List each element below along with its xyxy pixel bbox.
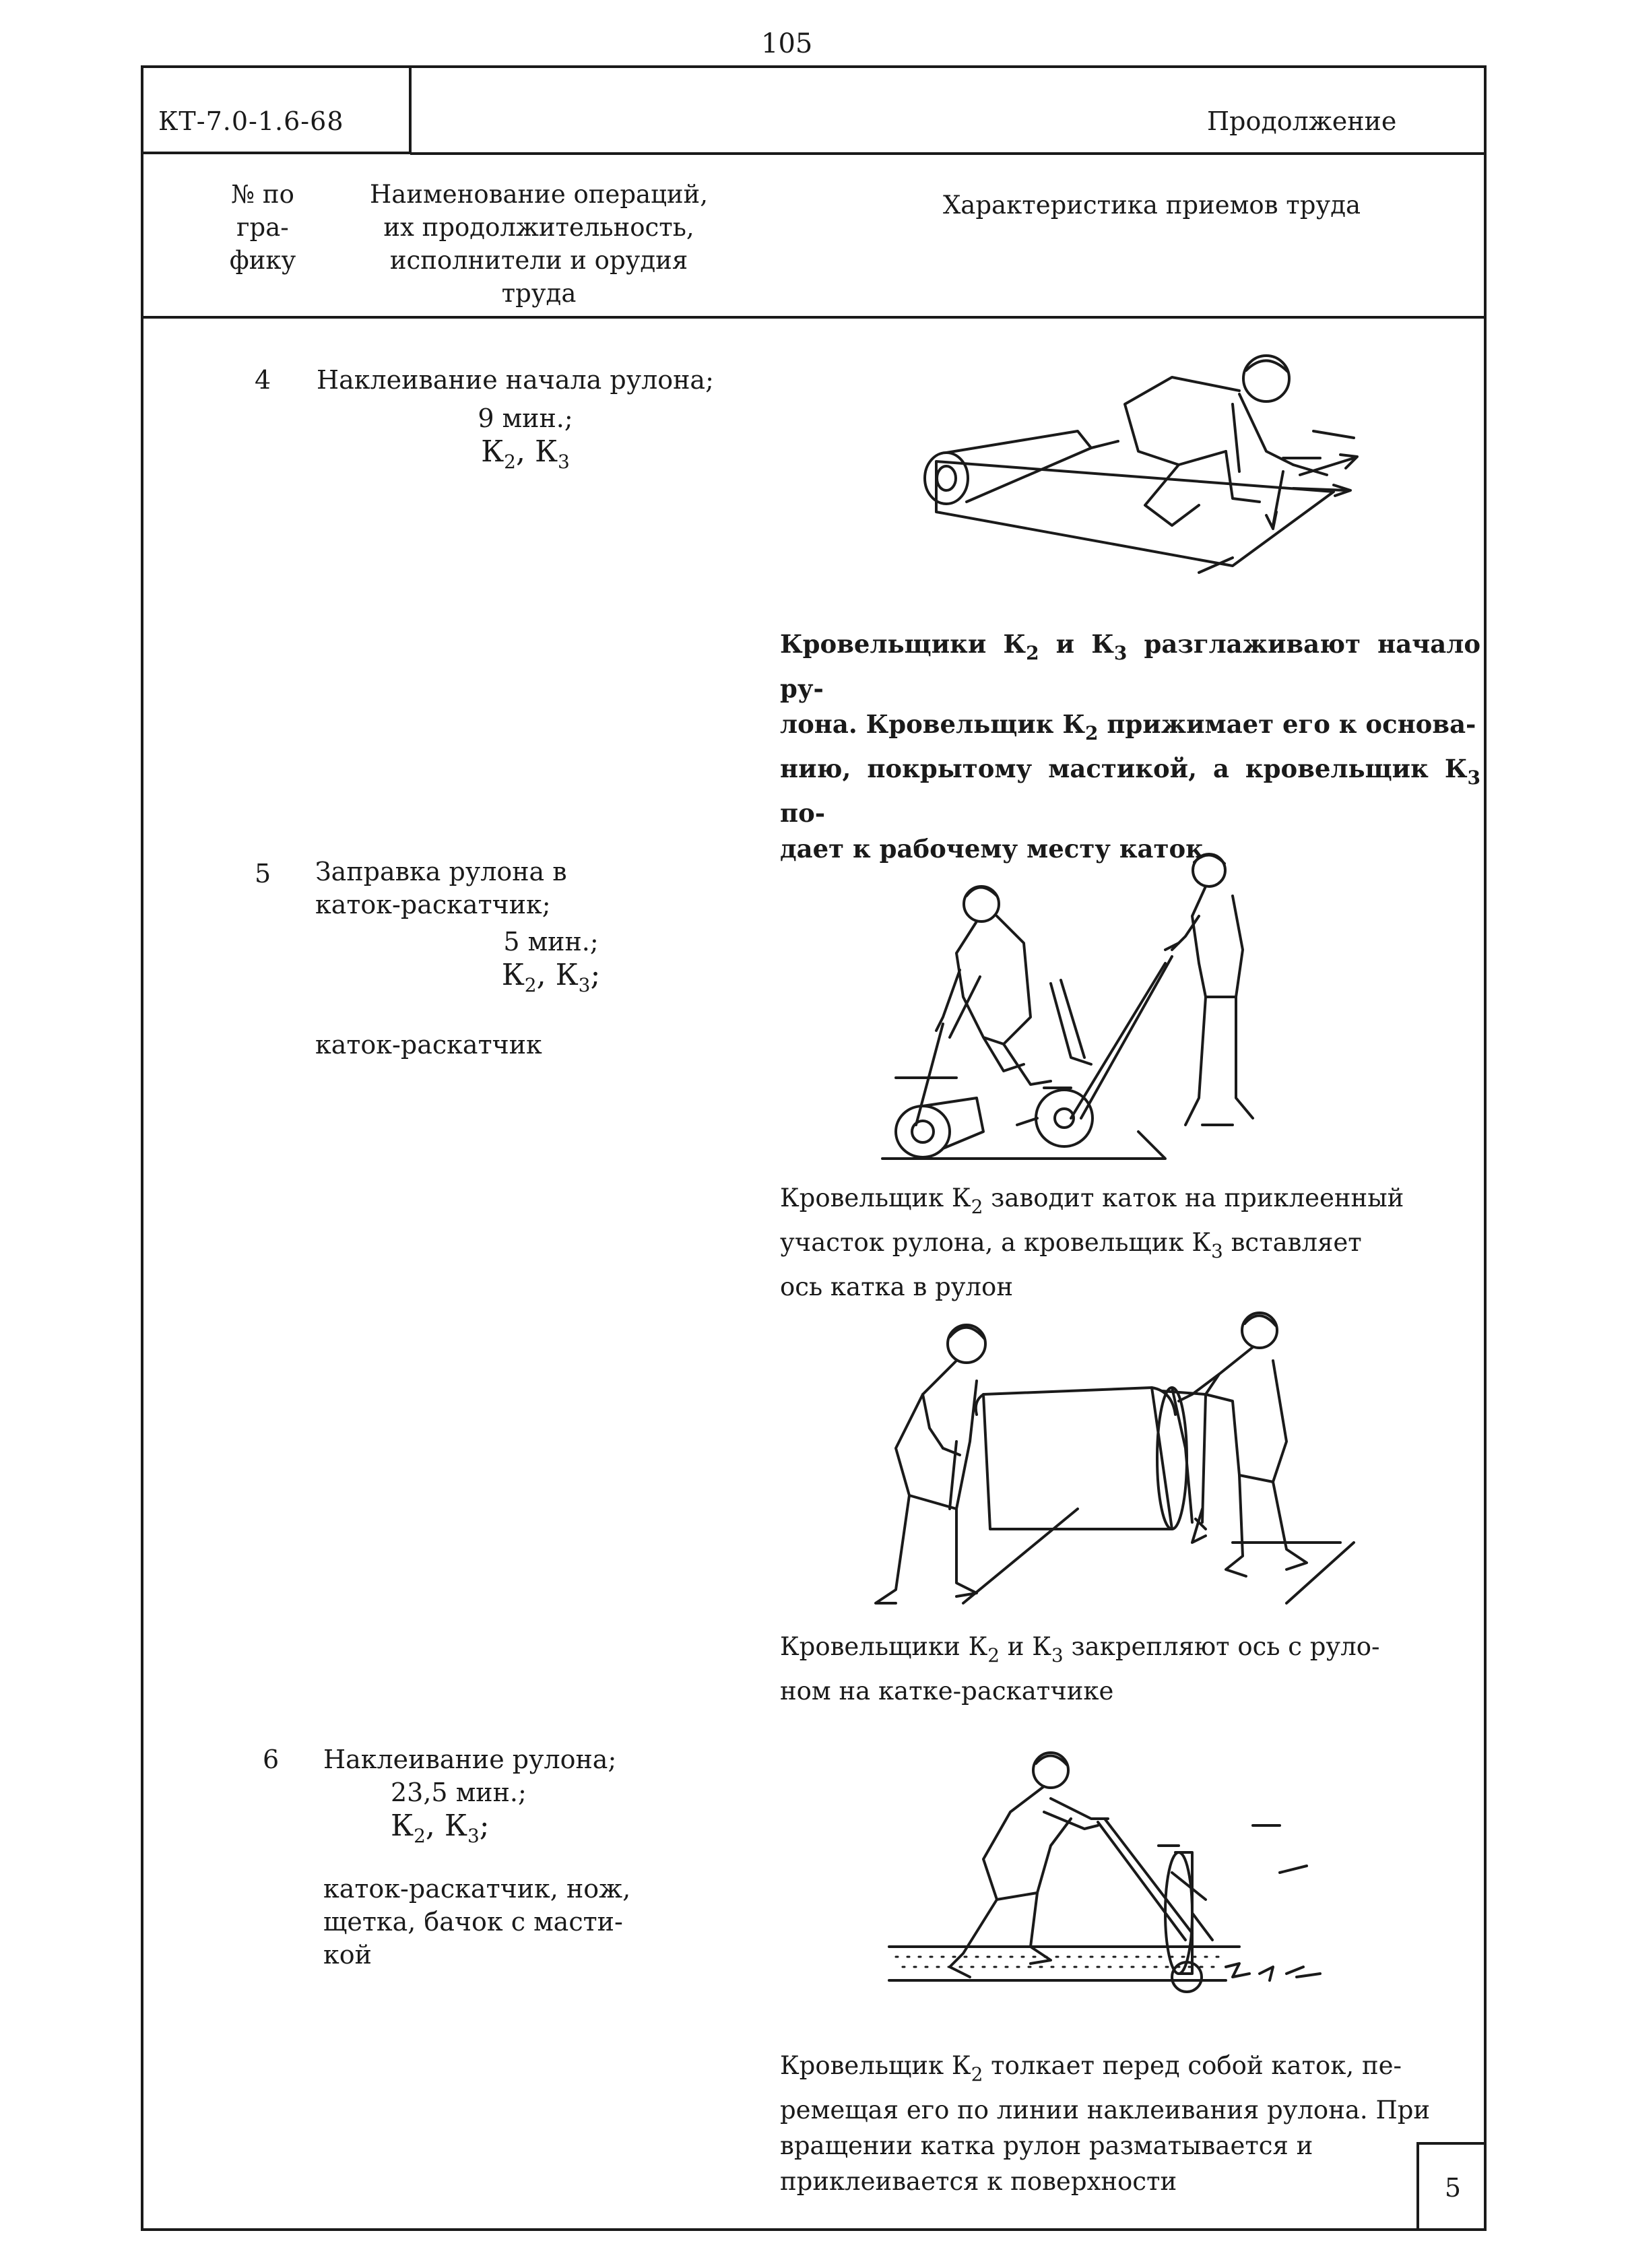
operation-workers: $К_2$, $К_3$; bbox=[391, 1809, 490, 1847]
operation-number: 4 bbox=[255, 365, 271, 395]
page-number: 105 bbox=[761, 28, 813, 59]
operation-details bbox=[315, 855, 733, 1062]
illustration-smoothing-roll bbox=[916, 330, 1388, 613]
operation-duration: 23,5 мин.; bbox=[391, 1778, 527, 1807]
operation-duration: 5 мин.; bbox=[503, 927, 599, 957]
col-header-operations: Наименование операций, их продолжительность, исполнители и орудия труда bbox=[370, 180, 708, 308]
caption-smoothing: Кровельщики $К_2$ и $К_3$ разглаживают начало ру- лона. Кровельщик $К_2$ прижимает его к основа- нию, покрытому мастикой, а кровельщик $К_3$ по- дает к рабочему месту каток bbox=[780, 629, 1480, 864]
col-header-characteristics: Характеристика приемов труда bbox=[942, 191, 1361, 220]
illustration-fixing-axis bbox=[855, 1307, 1367, 1617]
caption-loading-roller: Кровельщик $К_2$ заводит каток на приклеенный участок рулона, а кровельщик $К_3$ вставляет ось катка в рулон bbox=[780, 1184, 1404, 1301]
operation-name: Наклеивание рулона; bbox=[323, 1745, 617, 1774]
caption-pushing-roller: Кровельщик $К_2$ толкает перед собой каток, пе- ремещая его по линии наклеивания рулона. При вращении катка рулон разматывается и приклеивается к поверхности bbox=[780, 2051, 1431, 2196]
operation-name: Заправка рулона в каток-раскатчик; bbox=[315, 857, 567, 919]
illustration-loading-roller bbox=[869, 842, 1300, 1165]
header-top-rule bbox=[410, 152, 1487, 155]
doc-code: КТ-7.0-1.6-68 bbox=[158, 106, 344, 136]
operation-number: 6 bbox=[263, 1745, 280, 1774]
operation-name: Наклеивание начала рулона; bbox=[317, 365, 714, 395]
operation-details bbox=[323, 1743, 714, 1972]
operation-workers: $К_2$, $К_3$ bbox=[481, 434, 570, 473]
illustration-pushing-roller bbox=[876, 1745, 1374, 2028]
operation-tools: каток-раскатчик bbox=[315, 1030, 542, 1060]
operation-tools: каток-раскатчик, нож, щетка, бачок с масти- кой bbox=[323, 1874, 631, 1970]
operation-details bbox=[317, 364, 734, 478]
operation-workers: $К_2$, $К_3$; bbox=[501, 958, 601, 996]
continuation-label: Продолжение bbox=[1207, 106, 1397, 136]
header-bottom-rule bbox=[141, 316, 1487, 319]
sheet-number-badge: 5 bbox=[1416, 2142, 1487, 2231]
col-header-number: № по гра- фику bbox=[229, 180, 296, 275]
operation-duration: 9 мин.; bbox=[478, 403, 573, 433]
caption-fixing-axis: Кровельщики $К_2$ и $К_3$ закрепляют ось с руло- ном на катке-раскатчике bbox=[780, 1632, 1380, 1706]
operation-number: 5 bbox=[255, 859, 271, 888]
